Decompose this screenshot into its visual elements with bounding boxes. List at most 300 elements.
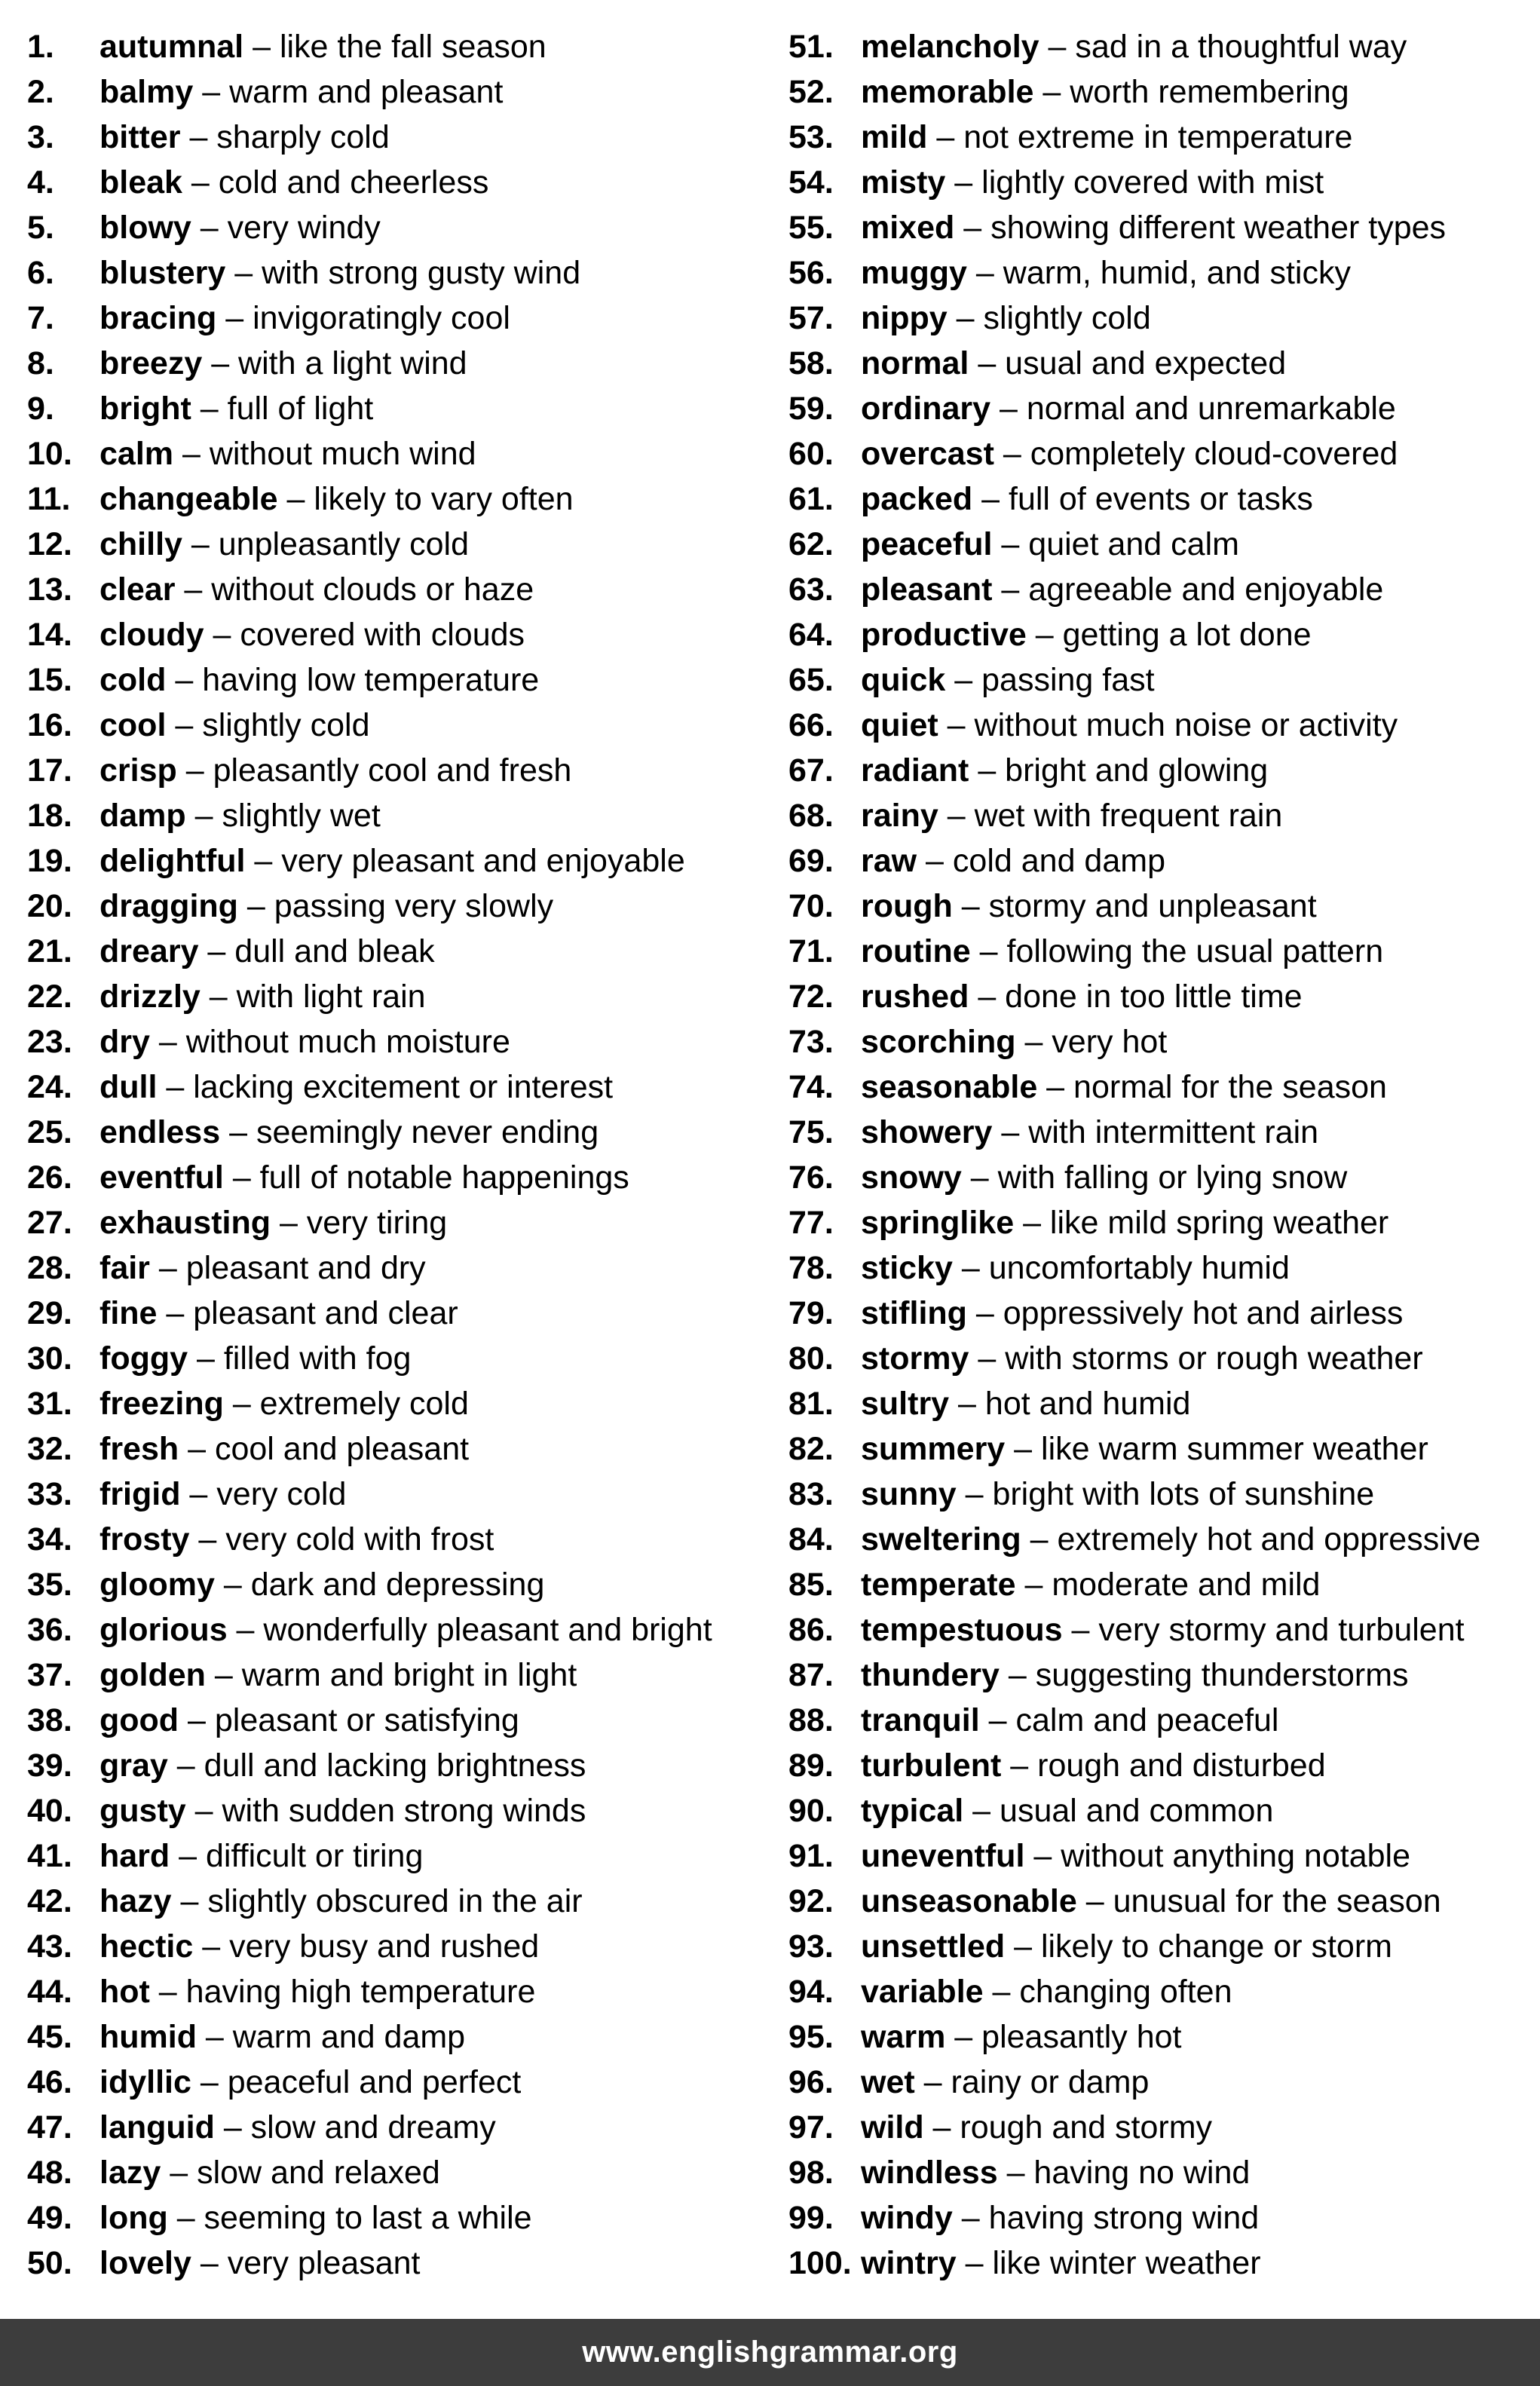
item-number: 76. xyxy=(788,1159,834,1196)
list-item xyxy=(27,1336,758,1381)
list-item xyxy=(27,2105,758,2150)
footer-url[interactable]: www.englishgrammar.org xyxy=(582,2335,958,2369)
item-number: 22. xyxy=(27,979,72,1015)
item-word: temperate xyxy=(861,1567,1016,1603)
item-number: 20. xyxy=(27,888,72,924)
item-word: changeable xyxy=(100,481,278,517)
item-number: 40. xyxy=(27,1793,72,1829)
list-item xyxy=(27,2060,758,2105)
list-item xyxy=(788,69,1527,115)
item-word: uneventful xyxy=(861,1838,1025,1874)
item-word: good xyxy=(100,1702,179,1738)
item-number: 42. xyxy=(27,1883,72,1919)
item-number: 73. xyxy=(788,1024,834,1060)
item-word: snowy xyxy=(861,1159,962,1196)
item-definition: – bright with lots of sunshine xyxy=(956,1476,1375,1512)
list-item xyxy=(788,703,1527,748)
item-word: dreary xyxy=(100,933,199,969)
item-word: rainy xyxy=(861,798,938,834)
list-item xyxy=(27,1426,758,1472)
list-item xyxy=(788,1291,1527,1336)
item-number: 7. xyxy=(27,300,54,336)
item-word: balmy xyxy=(100,74,194,110)
item-number: 57. xyxy=(788,300,834,336)
list-item xyxy=(788,1652,1527,1698)
item-definition: – changing often xyxy=(983,1974,1232,2010)
item-number: 33. xyxy=(27,1476,72,1512)
list-item xyxy=(27,1064,758,1110)
list-item xyxy=(27,1291,758,1336)
item-definition: – usual and common xyxy=(963,1793,1274,1829)
item-number: 78. xyxy=(788,1250,834,1286)
list-item xyxy=(27,838,758,884)
item-number: 29. xyxy=(27,1295,72,1331)
item-number: 21. xyxy=(27,933,72,969)
item-definition: – like mild spring weather xyxy=(1014,1205,1389,1241)
list-item xyxy=(27,296,758,341)
list-item xyxy=(788,205,1527,250)
list-item xyxy=(788,1064,1527,1110)
list-item xyxy=(27,567,758,612)
item-definition: – moderate and mild xyxy=(1015,1567,1321,1603)
item-number: 25. xyxy=(27,1114,72,1150)
item-definition: – completely cloud-covered xyxy=(993,436,1398,472)
item-number: 41. xyxy=(27,1838,72,1874)
list-item xyxy=(788,386,1527,431)
list-item xyxy=(788,1381,1527,1426)
item-word: lovely xyxy=(100,2245,191,2281)
item-definition: – like winter weather xyxy=(956,2245,1261,2281)
item-word: humid xyxy=(100,2019,197,2055)
item-word: radiant xyxy=(861,752,969,789)
item-word: seasonable xyxy=(861,1069,1038,1105)
item-number: 6. xyxy=(27,255,54,291)
item-number: 24. xyxy=(27,1069,72,1105)
item-word: memorable xyxy=(861,74,1034,110)
list-item xyxy=(788,1517,1527,1562)
item-definition: – following the usual pattern xyxy=(970,933,1384,969)
list-item xyxy=(27,1607,758,1652)
list-item xyxy=(788,2150,1527,2195)
item-word: languid xyxy=(100,2109,215,2146)
item-number: 26. xyxy=(27,1159,72,1196)
item-number: 11. xyxy=(27,481,71,517)
item-definition: – very tiring xyxy=(271,1205,448,1241)
item-number: 64. xyxy=(788,617,834,653)
list-item xyxy=(27,1472,758,1517)
item-word: showery xyxy=(861,1114,993,1150)
item-definition: – warm, humid, and sticky xyxy=(966,255,1351,291)
item-word: melancholy xyxy=(861,29,1039,65)
item-definition: – calm and peaceful xyxy=(979,1702,1279,1738)
list-item xyxy=(788,1969,1527,2014)
item-number: 3. xyxy=(27,119,54,155)
item-definition: – rough and stormy xyxy=(923,2109,1213,2146)
item-word: bracing xyxy=(100,300,217,336)
item-number: 34. xyxy=(27,1521,72,1557)
item-definition: – having high temperature xyxy=(149,1974,536,2010)
item-definition: – with intermittent rain xyxy=(992,1114,1319,1150)
item-number: 27. xyxy=(27,1205,72,1241)
list-item xyxy=(27,884,758,929)
list-item xyxy=(788,1833,1527,1879)
item-word: overcast xyxy=(861,436,994,472)
item-number: 12. xyxy=(27,526,72,562)
list-item xyxy=(788,838,1527,884)
item-definition: – pleasant or satisfying xyxy=(179,1702,519,1738)
item-number: 45. xyxy=(27,2019,72,2055)
item-number: 8. xyxy=(27,345,54,381)
item-definition: – passing very slowly xyxy=(237,888,554,924)
item-definition: – sharply cold xyxy=(180,119,390,155)
list-item xyxy=(27,2195,758,2241)
item-number: 91. xyxy=(788,1838,834,1874)
item-number: 30. xyxy=(27,1340,72,1377)
list-item xyxy=(27,2150,758,2195)
item-number: 65. xyxy=(788,662,834,698)
item-definition: – rough and disturbed xyxy=(1001,1747,1326,1784)
item-number: 56. xyxy=(788,255,834,291)
list-item xyxy=(27,386,758,431)
item-definition: – slow and relaxed xyxy=(161,2155,440,2191)
item-definition: – like the fall season xyxy=(243,29,547,65)
list-item xyxy=(788,1200,1527,1245)
item-word: gray xyxy=(100,1747,168,1784)
item-word: quick xyxy=(861,662,946,698)
item-definition: – pleasantly hot xyxy=(945,2019,1182,2055)
list-item xyxy=(27,1517,758,1562)
item-number: 63. xyxy=(788,571,834,608)
item-definition: – sad in a thoughtful way xyxy=(1039,29,1407,65)
item-number: 17. xyxy=(27,752,72,789)
item-number: 89. xyxy=(788,1747,834,1784)
item-number: 99. xyxy=(788,2200,834,2236)
item-number: 80. xyxy=(788,1340,834,1377)
item-word: packed xyxy=(861,481,973,517)
item-number: 62. xyxy=(788,526,834,562)
item-definition: – extremely cold xyxy=(223,1386,469,1422)
item-definition: – peaceful and perfect xyxy=(191,2064,522,2100)
list-item xyxy=(27,250,758,296)
list-item xyxy=(27,1969,758,2014)
item-definition: – invigoratingly cool xyxy=(216,300,510,336)
item-word: mixed xyxy=(861,210,955,246)
list-item xyxy=(27,1200,758,1245)
item-word: sunny xyxy=(861,1476,957,1512)
item-number: 36. xyxy=(27,1612,72,1648)
item-word: lazy xyxy=(100,2155,161,2191)
item-number: 85. xyxy=(788,1567,834,1603)
item-definition: – without clouds or haze xyxy=(175,571,534,608)
item-definition: – having no wind xyxy=(997,2155,1251,2191)
item-word: stormy xyxy=(861,1340,969,1377)
item-number: 77. xyxy=(788,1205,834,1241)
item-number: 14. xyxy=(27,617,72,653)
list-item xyxy=(788,1607,1527,1652)
item-word: sweltering xyxy=(861,1521,1021,1557)
item-definition: – slow and dreamy xyxy=(214,2109,496,2146)
item-word: warm xyxy=(861,2019,946,2055)
item-word: variable xyxy=(861,1974,984,2010)
item-word: muggy xyxy=(861,255,967,291)
item-number: 97. xyxy=(788,2109,834,2146)
item-number: 100. xyxy=(788,2245,852,2281)
item-word: unseasonable xyxy=(861,1883,1077,1919)
list-item xyxy=(788,2105,1527,2150)
item-word: bleak xyxy=(100,164,182,201)
item-number: 54. xyxy=(788,164,834,201)
item-definition: – agreeable and enjoyable xyxy=(992,571,1384,608)
item-definition: – with falling or lying snow xyxy=(961,1159,1348,1196)
list-item xyxy=(788,1743,1527,1788)
item-number: 87. xyxy=(788,1657,834,1693)
item-definition: – without much wind xyxy=(173,436,476,472)
item-definition: – having strong wind xyxy=(952,2200,1260,2236)
item-definition: – very cold with frost xyxy=(189,1521,494,1557)
item-number: 84. xyxy=(788,1521,834,1557)
list-item xyxy=(27,1879,758,1924)
item-definition: – quiet and calm xyxy=(992,526,1239,562)
item-number: 75. xyxy=(788,1114,834,1150)
list-item xyxy=(27,24,758,69)
item-definition: – done in too little time xyxy=(969,979,1303,1015)
item-word: hectic xyxy=(100,1928,194,1965)
item-word: delightful xyxy=(100,843,246,879)
item-definition: – uncomfortably humid xyxy=(952,1250,1290,1286)
item-number: 60. xyxy=(788,436,834,472)
list-item xyxy=(788,793,1527,838)
list-item xyxy=(27,1743,758,1788)
item-word: dry xyxy=(100,1024,150,1060)
item-number: 55. xyxy=(788,210,834,246)
item-definition: – slightly cold xyxy=(947,300,1151,336)
list-item xyxy=(788,1562,1527,1607)
item-definition: – passing fast xyxy=(945,662,1155,698)
item-definition: – worth remembering xyxy=(1033,74,1349,110)
item-word: tempestuous xyxy=(861,1612,1063,1648)
item-definition: – with storms or rough weather xyxy=(969,1340,1423,1377)
item-number: 47. xyxy=(27,2109,72,2146)
item-number: 71. xyxy=(788,933,834,969)
list-item xyxy=(788,929,1527,974)
item-definition: – very hot xyxy=(1015,1024,1168,1060)
item-definition: – not extreme in temperature xyxy=(927,119,1353,155)
item-definition: – dark and depressing xyxy=(214,1567,545,1603)
item-number: 18. xyxy=(27,798,72,834)
item-word: endless xyxy=(100,1114,221,1150)
item-definition: – stormy and unpleasant xyxy=(952,888,1317,924)
item-word: routine xyxy=(861,933,971,969)
item-word: freezing xyxy=(100,1386,224,1422)
item-definition: – suggesting thunderstorms xyxy=(999,1657,1409,1693)
list-item xyxy=(788,657,1527,703)
list-item xyxy=(788,1336,1527,1381)
list-item xyxy=(788,522,1527,567)
item-definition: – pleasant and dry xyxy=(149,1250,426,1286)
list-item xyxy=(27,431,758,476)
item-number: 16. xyxy=(27,707,72,743)
item-word: foggy xyxy=(100,1340,188,1377)
item-number: 35. xyxy=(27,1567,72,1603)
list-item xyxy=(788,1788,1527,1833)
list-item xyxy=(27,1652,758,1698)
list-item xyxy=(788,476,1527,522)
list-item xyxy=(788,567,1527,612)
list-item xyxy=(27,1155,758,1200)
item-number: 83. xyxy=(788,1476,834,1512)
item-number: 31. xyxy=(27,1386,72,1422)
item-word: gloomy xyxy=(100,1567,215,1603)
list-item xyxy=(27,476,758,522)
list-item xyxy=(788,612,1527,657)
item-definition: – likely to change or storm xyxy=(1005,1928,1392,1965)
item-definition: – full of light xyxy=(191,391,374,427)
list-item xyxy=(27,2241,758,2286)
item-word: cold xyxy=(100,662,167,698)
item-definition: – lightly covered with mist xyxy=(945,164,1324,201)
item-word: raw xyxy=(861,843,917,879)
item-number: 96. xyxy=(788,2064,834,2100)
item-definition: – with strong gusty wind xyxy=(225,255,581,291)
list-item xyxy=(788,748,1527,793)
list-item xyxy=(27,341,758,386)
list-item xyxy=(788,2014,1527,2060)
item-definition: – having low temperature xyxy=(166,662,540,698)
item-word: windy xyxy=(861,2200,953,2236)
item-definition: – difficult or tiring xyxy=(170,1838,424,1874)
item-number: 53. xyxy=(788,119,834,155)
item-definition: – wonderfully pleasant and bright xyxy=(227,1612,712,1648)
item-number: 51. xyxy=(788,29,834,65)
list-item xyxy=(27,205,758,250)
item-number: 5. xyxy=(27,210,54,246)
list-item xyxy=(788,1879,1527,1924)
item-word: frosty xyxy=(100,1521,190,1557)
list-item xyxy=(788,1155,1527,1200)
item-word: nippy xyxy=(861,300,948,336)
item-number: 46. xyxy=(27,2064,72,2100)
list-item xyxy=(788,1110,1527,1155)
word-list-right-column xyxy=(788,24,1527,2286)
item-word: productive xyxy=(861,617,1027,653)
item-number: 61. xyxy=(788,481,834,517)
item-number: 2. xyxy=(27,74,54,110)
item-word: quiet xyxy=(861,707,938,743)
item-definition: – filled with fog xyxy=(188,1340,412,1377)
item-word: sticky xyxy=(861,1250,953,1286)
item-number: 82. xyxy=(788,1431,834,1467)
item-number: 92. xyxy=(788,1883,834,1919)
list-item xyxy=(788,24,1527,69)
item-definition: – pleasantly cool and fresh xyxy=(176,752,572,789)
list-item xyxy=(27,657,758,703)
item-word: fine xyxy=(100,1295,158,1331)
item-definition: – getting a lot done xyxy=(1026,617,1312,653)
item-definition: – normal for the season xyxy=(1037,1069,1387,1105)
item-number: 81. xyxy=(788,1386,834,1422)
item-definition: – warm and bright in light xyxy=(205,1657,577,1693)
item-definition: – full of events or tasks xyxy=(972,481,1313,517)
item-number: 23. xyxy=(27,1024,72,1060)
item-definition: – like warm summer weather xyxy=(1005,1431,1428,1467)
item-definition: – with light rain xyxy=(200,979,426,1015)
item-definition: – seemingly never ending xyxy=(220,1114,599,1150)
item-definition: – very pleasant xyxy=(191,2245,421,2281)
list-item xyxy=(788,1245,1527,1291)
item-word: hot xyxy=(100,1974,150,2010)
item-definition: – full of notable happenings xyxy=(223,1159,629,1196)
item-word: wintry xyxy=(861,2245,957,2281)
item-word: long xyxy=(100,2200,168,2236)
list-item xyxy=(27,1698,758,1743)
item-number: 43. xyxy=(27,1928,72,1965)
item-word: ordinary xyxy=(861,391,991,427)
item-word: damp xyxy=(100,798,186,834)
item-definition: – extremely hot and oppressive xyxy=(1021,1521,1481,1557)
item-number: 69. xyxy=(788,843,834,879)
item-number: 59. xyxy=(788,391,834,427)
list-item xyxy=(27,1019,758,1064)
item-number: 68. xyxy=(788,798,834,834)
item-definition: – slightly obscured in the air xyxy=(171,1883,583,1919)
item-definition: – slightly wet xyxy=(185,798,381,834)
list-item xyxy=(27,1245,758,1291)
list-item xyxy=(788,2195,1527,2241)
item-word: bitter xyxy=(100,119,181,155)
item-definition: – likely to vary often xyxy=(277,481,574,517)
item-number: 48. xyxy=(27,2155,72,2191)
item-definition: – hot and humid xyxy=(949,1386,1191,1422)
item-definition: – very windy xyxy=(191,210,381,246)
item-word: eventful xyxy=(100,1159,224,1196)
item-definition: – very cold xyxy=(180,1476,347,1512)
item-number: 74. xyxy=(788,1069,834,1105)
list-item xyxy=(27,2014,758,2060)
item-definition: – oppressively hot and airless xyxy=(966,1295,1404,1331)
item-word: calm xyxy=(100,436,174,472)
item-definition: – unusual for the season xyxy=(1076,1883,1441,1919)
item-number: 19. xyxy=(27,843,72,879)
item-word: rushed xyxy=(861,979,969,1015)
item-number: 9. xyxy=(27,391,54,427)
item-word: hard xyxy=(100,1838,170,1874)
item-definition: – without much noise or activity xyxy=(938,707,1398,743)
item-definition: – cool and pleasant xyxy=(179,1431,470,1467)
item-definition: – very busy and rushed xyxy=(193,1928,540,1965)
item-word: glorious xyxy=(100,1612,228,1648)
item-word: fresh xyxy=(100,1431,179,1467)
item-definition: – pleasant and clear xyxy=(157,1295,458,1331)
item-word: mild xyxy=(861,119,928,155)
item-word: chilly xyxy=(100,526,182,562)
item-number: 13. xyxy=(27,571,72,608)
list-item xyxy=(27,115,758,160)
list-item xyxy=(788,1426,1527,1472)
item-number: 32. xyxy=(27,1431,72,1467)
footer-bar xyxy=(0,2319,1540,2386)
item-word: springlike xyxy=(861,1205,1015,1241)
item-number: 79. xyxy=(788,1295,834,1331)
item-word: clear xyxy=(100,571,176,608)
item-word: windless xyxy=(861,2155,998,2191)
item-definition: – without much moisture xyxy=(149,1024,510,1060)
item-word: tranquil xyxy=(861,1702,980,1738)
item-word: normal xyxy=(861,345,969,381)
list-item xyxy=(788,1698,1527,1743)
item-definition: – wet with frequent rain xyxy=(938,798,1283,834)
item-word: scorching xyxy=(861,1024,1016,1060)
item-definition: – dull and lacking brightness xyxy=(167,1747,586,1784)
